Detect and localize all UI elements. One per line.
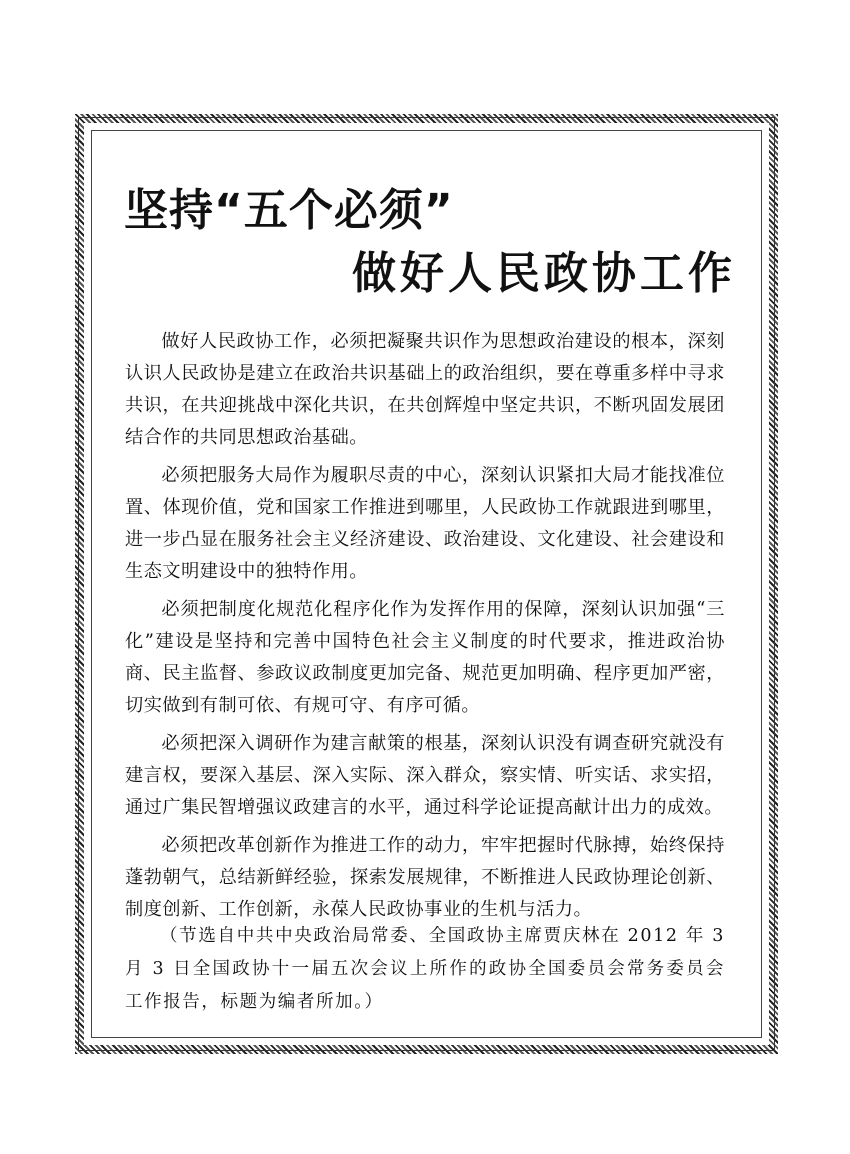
paragraph-5: 必须把改革创新作为推进工作的动力，牢牢把握时代脉搏，始终保持蓬勃朝气，总结新鲜经验，探索发展规律，不断推进人民政协理论创新、制度创新、工作创新，永葆人民政协事业的生机与活力。 bbox=[125, 835, 725, 920]
source-note: （节选自中共中央政治局常委、全国政协主席贾庆林在 2012 年 3 月 3 日全国政协十一届五次会议上所作的政协全国委员会常务委员会工作报告，标题为编者所加。） bbox=[125, 926, 725, 1012]
title-line-1: 坚持“五个必须” bbox=[124, 185, 454, 236]
paragraph-1: 做好人民政协工作，必须把凝聚共识作为思想政治建设的根本，深刻认识人民政协是建立在政治共识基础上的政治组织，要在尊重多样中寻求共识，在共迎挑战中深化共识，在共创辉煌中坚定共识，不断巩固发展团结合作的共同思想政治基础。 bbox=[125, 331, 725, 448]
paragraph-2: 必须把服务大局作为履职尽责的中心，深刻认识紧扣大局才能找准位置、体现价值，党和国家工作推进到哪里，人民政协工作就跟进到哪里，进一步凸显在服务社会主义经济建设、政治建设、文化建设、社会建设和生态文明建设中的独特作用。 bbox=[125, 465, 725, 582]
title-line-2: 做好人民政协工作 bbox=[352, 248, 736, 299]
article-body bbox=[125, 326, 725, 932]
paragraph-4: 必须把深入调研作为建言献策的根基，深刻认识没有调查研究就没有建言权，要深入基层、深入实际、深入群众，察实情、听实话、求实招，通过广集民智增强议政建言的水平，通过科学论证提高献计出力的成效。 bbox=[125, 733, 725, 818]
paragraph-3: 必须把制度化规范化程序化作为发挥作用的保障，深刻认识加强“三化”建设是坚持和完善中国特色社会主义制度的时代要求，推进政治协商、民主监督、参政议政制度更加完备、规范更加明确、程序更加严密，切实做到有制可依、有规可守、有序可循。 bbox=[125, 599, 725, 716]
